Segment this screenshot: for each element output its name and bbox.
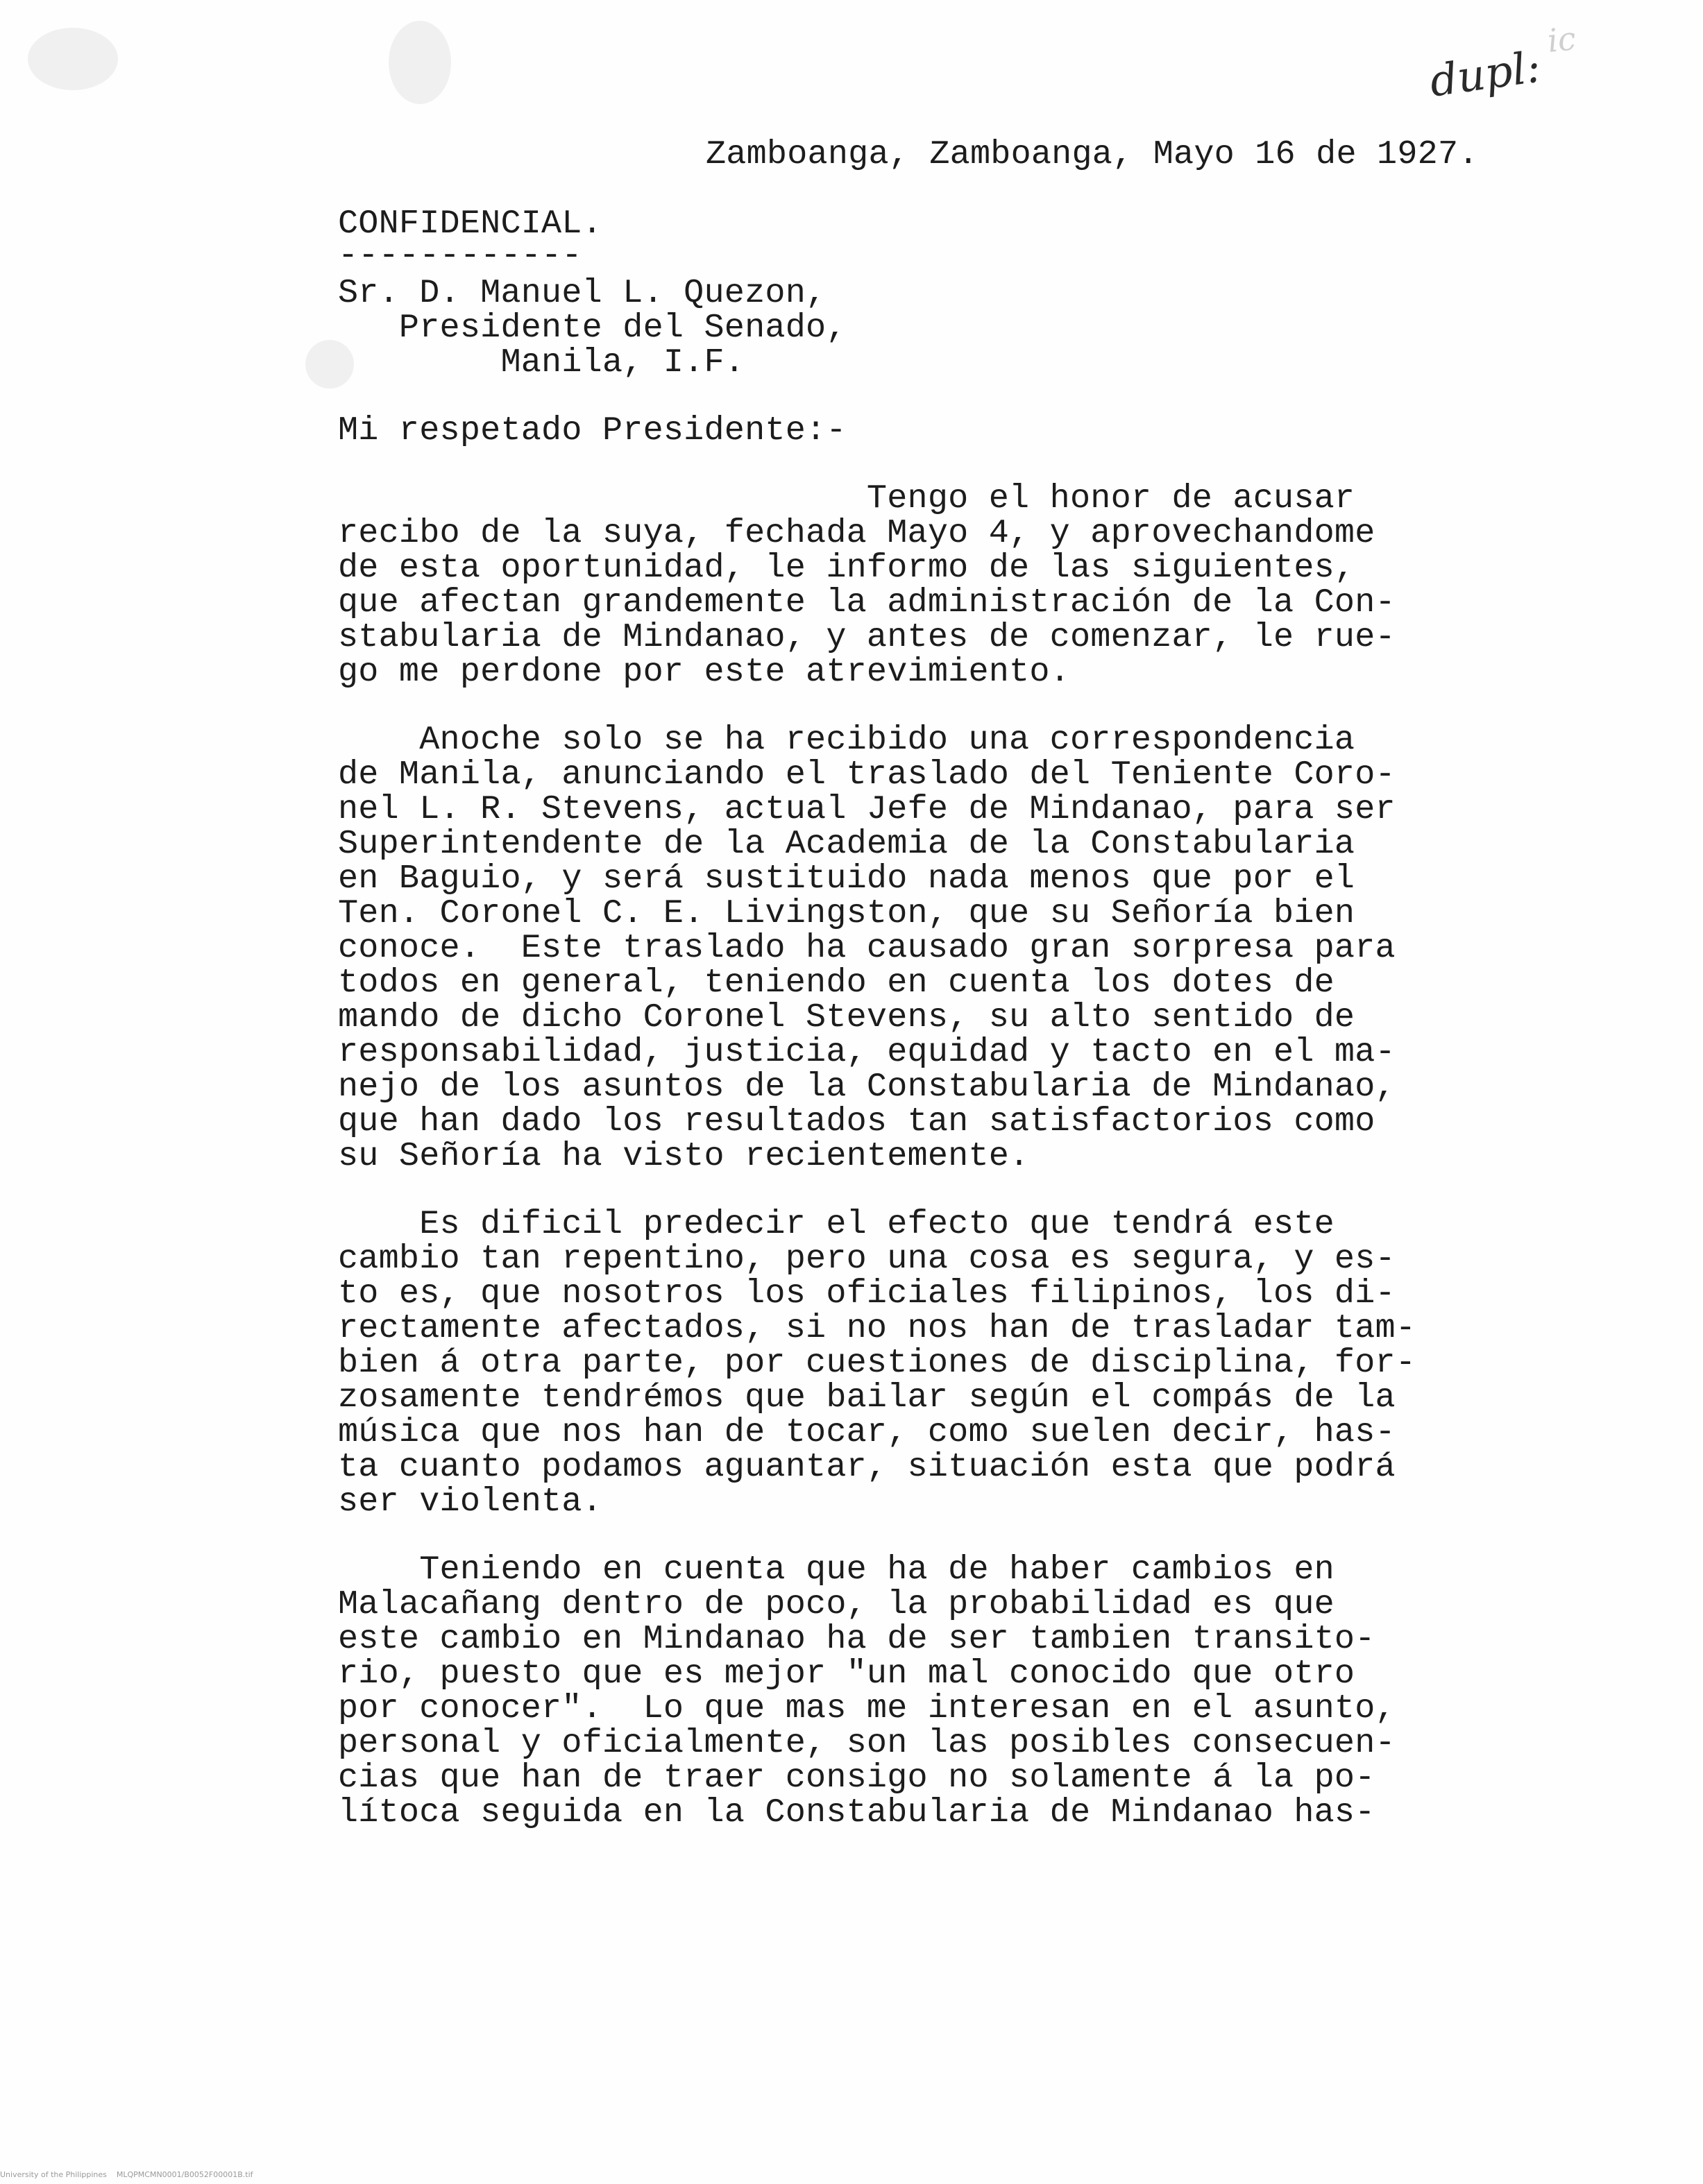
body-line: Es dificil predecir el efecto que tendrá este [338, 1205, 1335, 1243]
body-line: responsabilidad, justicia, equidad y tacto en el ma- [338, 1033, 1396, 1071]
body-line: go me perdone por este atrevimiento. [338, 653, 1070, 691]
salutation: Mi respetado Presidente:- [338, 411, 847, 450]
body-line: ta cuanto podamos aguantar, situación esta que podrá [338, 1448, 1396, 1486]
date-line: Zamboanga, Zamboanga, Mayo 16 de 1927. [706, 135, 1479, 173]
body-line: Teniendo en cuenta que ha de haber cambios en [338, 1551, 1335, 1589]
body-line: zosamente tendrémos que bailar según el compás de la [338, 1379, 1396, 1417]
body-line: de Manila, anunciando el traslado del Teniente Coro- [338, 756, 1396, 794]
body-line: música que nos han de tocar, como suelen decir, has- [338, 1413, 1396, 1451]
confidential-heading: CONFIDENCIAL. [338, 205, 602, 243]
addressee-line: Manila, I.F. [338, 343, 745, 382]
heading-underline: ------------ [338, 237, 582, 275]
body-line: ser violenta. [338, 1483, 602, 1521]
body-line: cias que han de traer consigo no solamente á la po- [338, 1759, 1375, 1797]
body-line: to es, que nosotros los oficiales filipinos, los di- [338, 1274, 1396, 1313]
body-line: Malacañang dentro de poco, la probabilidad es que [338, 1585, 1335, 1623]
paper-stain [389, 21, 451, 104]
body-line: lítoca seguida en la Constabularia de Mindanao has- [338, 1793, 1375, 1832]
body-line: que han dado los resultados tan satisfactorios como [338, 1102, 1375, 1141]
body-line: stabularia de Mindanao, y antes de comenzar, le rue- [338, 618, 1396, 656]
body-line: Anoche solo se ha recibido una correspondencia [338, 721, 1355, 759]
body-line: por conocer". Lo que mas me interesan en el asunto, [338, 1689, 1396, 1727]
addressee-line: Presidente del Senado, [338, 309, 847, 347]
body-line: que afectan grandemente la administración de la Con- [338, 583, 1396, 622]
body-line: personal y oficialmente, son las posibles consecuen- [338, 1724, 1396, 1762]
body-line: rio, puesto que es mejor "un mal conocido que otro [338, 1655, 1355, 1693]
addressee-line: Sr. D. Manuel L. Quezon, [338, 274, 827, 312]
body-line: rectamente afectados, si no nos han de trasladar tam- [338, 1309, 1416, 1347]
body-line: de esta oportunidad, le informo de las siguientes, [338, 549, 1355, 587]
body-line: cambio tan repentino, pero una cosa es segura, y es- [338, 1240, 1396, 1278]
body-line: recibo de la suya, fechada Mayo 4, y aprovechandome [338, 514, 1375, 552]
body-line: este cambio en Mindanao ha de ser tambien transito- [338, 1620, 1375, 1658]
body-line: Tengo el honor de acusar [338, 479, 1355, 518]
handwritten-annotation: dupl: [1426, 41, 1544, 107]
body-line: bien á otra parte, por cuestiones de disciplina, for- [338, 1344, 1416, 1382]
body-line: conoce. Este traslado ha causado gran sorpresa para [338, 929, 1396, 967]
body-line: mando de dicho Coronel Stevens, su alto sentido de [338, 998, 1355, 1036]
body-line: nejo de los asuntos de la Constabularia de Mindanao, [338, 1068, 1396, 1106]
body-line: todos en general, teniendo en cuenta los dotes de [338, 964, 1335, 1002]
body-line: Ten. Coronel C. E. Livingston, que su Señoría bien [338, 894, 1355, 932]
handwritten-annotation-faint: ic [1545, 19, 1578, 60]
paper-stain [28, 28, 118, 90]
body-line: nel L. R. Stevens, actual Jefe de Mindanao, para ser [338, 790, 1396, 828]
archive-footer: University of the Philippines MLQPMCMN0001/B0052F00001B.tif [0, 2170, 253, 2179]
body-line: su Señoría ha visto recientemente. [338, 1137, 1030, 1175]
body-line: Superintendente de la Academia de la Constabularia [338, 825, 1355, 863]
body-line: en Baguio, y será sustituido nada menos que por el [338, 860, 1355, 898]
